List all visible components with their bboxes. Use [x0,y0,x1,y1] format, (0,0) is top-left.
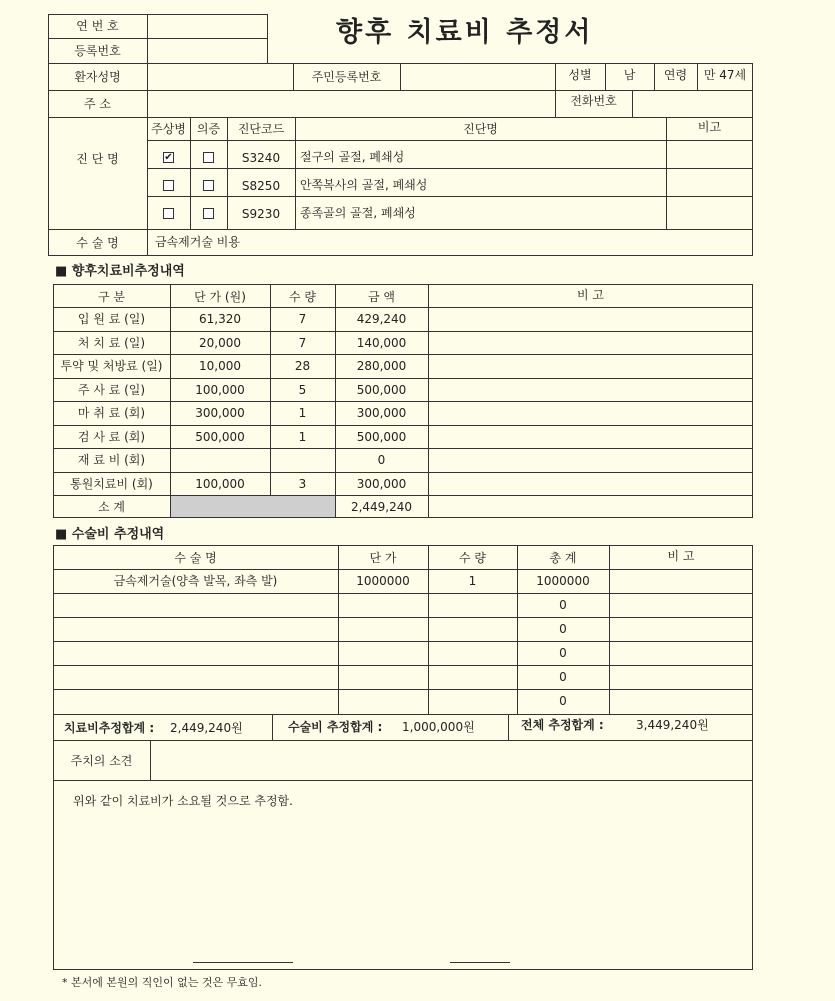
treat-amount: 280,000 [356,359,407,373]
main-diagnosis-checkbox[interactable] [163,208,174,219]
row-divider [53,689,753,690]
treat-unit-price: 100,000 [195,383,245,397]
treat-amount: 500,000 [356,430,407,444]
surgery-name-label: 수 술 명 [76,236,119,250]
row-divider [53,641,753,642]
treat-quantity: 7 [298,336,307,350]
treat-quantity: 3 [298,477,307,491]
treat-col-amount: 금 액 [368,290,395,304]
treatment-total-value: 2,449,240원 [170,721,243,735]
surg-col-unit-price: 단 가 [369,551,397,565]
row-divider [53,593,753,594]
treat-item-name: 입 원 료 (일) [77,312,146,326]
document-title: 향후 치료비 추정서 [336,17,594,48]
gender-label: 성별 [568,68,592,82]
registration-no-label: 등록번호 [74,44,121,58]
surg-quantity: 1 [468,574,477,588]
col-suspected: 의증 [196,122,221,136]
suspected-checkbox[interactable] [203,152,214,163]
surgery-total-label: 수술비 추정합계 : [288,720,383,734]
treat-item-name: 투약 및 처방료 (일) [60,359,163,373]
treat-unit-price: 61,320 [199,312,241,326]
treatment-total-label: 치료비추정합계 : [64,721,155,735]
row-divider [53,617,753,618]
surg-total: 0 [559,694,567,708]
treat-amount: 140,000 [356,336,407,350]
row-divider [53,425,753,426]
suspected-checkbox[interactable] [203,208,214,219]
footer-note: * 본서에 본원의 직인이 없는 것은 무효임. [62,976,262,989]
surg-name: 금속제거술(양측 발목, 좌측 발) [113,574,278,588]
col-main-diagnosis: 주상병 [151,122,186,136]
treat-col-category: 구 분 [98,290,125,304]
suspected-checkbox[interactable] [203,180,214,191]
treat-amount: 300,000 [356,477,407,491]
opinion-label: 주치의 소견 [70,754,133,768]
diagnosis-name: 종족골의 골절, 폐쇄성 [300,206,416,220]
treat-item-name: 재 료 비 (회) [77,453,146,467]
row-divider [53,354,753,355]
treat-quantity: 7 [298,312,307,326]
treat-amount: 500,000 [356,383,407,397]
treat-amount: 0 [377,453,386,467]
surg-col-note: 비 고 [667,549,695,563]
treat-item-name: 검 사 료 (회) [77,430,146,444]
diagnosis-name: 절구의 골절, 폐쇄성 [300,150,405,164]
treat-item-name: 처 치 료 (일) [77,336,146,350]
treat-col-quantity: 수 량 [289,290,316,304]
diagnosis-code: S3240 [241,151,281,165]
age-label: 연령 [663,68,688,82]
treat-unit-price: 100,000 [195,477,245,491]
treat-col-unit-price: 단 가 (원) [194,290,246,304]
treat-unit-price: 20,000 [199,336,241,350]
surg-total: 0 [559,670,567,684]
treat-quantity: 28 [294,359,311,373]
row-divider [53,378,753,379]
surg-col-quantity: 수 량 [459,551,486,565]
surg-unit-price: 1000000 [356,574,410,588]
col-diagnosis-name: 진단명 [463,122,498,136]
rrn-label: 주민등록번호 [311,70,382,84]
treat-quantity: 5 [298,383,307,397]
treatment-section-title: ■ 향후치료비추정내역 [55,264,185,279]
address-label: 주 소 [84,97,111,111]
treat-unit-price: 300,000 [195,406,245,420]
grand-total-value: 3,449,240원 [636,718,709,732]
diagnosis-name: 안쪽복사의 골절, 폐쇄성 [300,178,428,192]
treat-quantity: 1 [298,430,307,444]
row-divider [53,569,753,570]
surgery-name-value: 금속제거술 비용 [155,235,240,249]
treat-amount: 2,449,240 [350,500,413,514]
patient-name-label: 환자성명 [74,70,121,84]
surgery-total-value: 1,000,000원 [402,720,475,734]
phone-label: 전화번호 [570,94,617,108]
row-divider [53,472,753,473]
gender-value: 남 [623,68,636,82]
treat-amount: 300,000 [356,406,407,420]
surg-col-name: 수 술 명 [174,551,217,565]
main-diagnosis-checkbox[interactable]: ✔ [164,152,173,163]
treat-item-name: 소 계 [98,500,125,514]
treat-col-note: 비 고 [577,288,604,302]
treat-quantity: 1 [298,406,307,420]
col-diagnosis-note: 비고 [697,120,722,134]
treat-unit-price: 10,000 [199,359,241,373]
surg-total: 0 [559,598,567,612]
diagnosis-code: S8250 [241,179,281,193]
surg-total: 0 [559,622,567,636]
diagnosis-label: 진 단 명 [76,152,119,166]
opinion-text: 위와 같이 치료비가 소요될 것으로 추정함. [73,794,293,808]
grand-total-label: 전체 추정합계 : [521,718,604,732]
row-divider [53,307,753,308]
treat-unit-price: 500,000 [195,430,245,444]
treat-item-name: 마 취 료 (회) [77,406,146,420]
surg-total: 1000000 [536,574,590,588]
diagnosis-code: S9230 [241,207,281,221]
opinion-block [53,740,753,970]
row-divider [53,401,753,402]
age-value: 만 47세 [703,68,747,82]
serial-no-label: 연 번 호 [76,19,119,33]
col-diagnosis-code: 진단코드 [237,122,285,136]
surgery-name-row [48,229,753,256]
row-divider [53,665,753,666]
surg-col-total: 총 계 [549,551,577,565]
surg-total: 0 [559,646,567,660]
main-diagnosis-checkbox[interactable] [163,180,174,191]
treat-item-name: 통원치료비 (회) [70,477,153,491]
treat-item-name: 주 사 료 (일) [77,383,146,397]
row-divider [53,331,753,332]
row-divider [53,495,753,496]
surgery-section-title: ■ 수술비 추정내역 [55,527,165,542]
row-divider [53,448,753,449]
treat-amount: 429,240 [356,312,407,326]
